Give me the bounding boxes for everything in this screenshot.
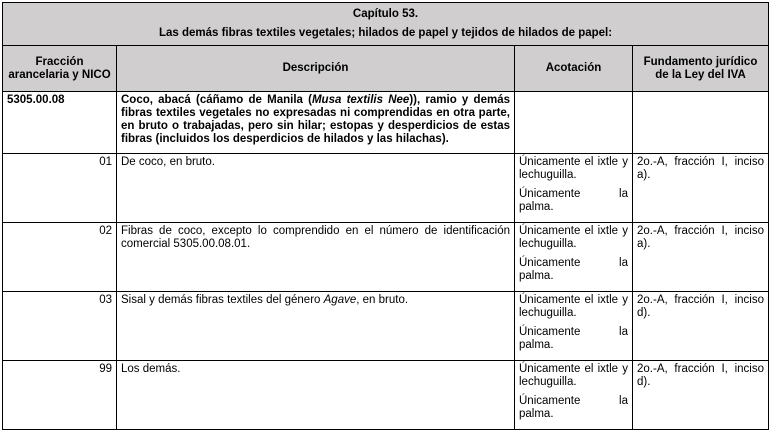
row-fundamento (633, 292, 769, 361)
row-acotacion (515, 361, 633, 430)
row-description-italic: Agave (323, 294, 357, 306)
row-fundamento (633, 154, 769, 223)
fundamento-text: 2o.-A, fracción I, inciso d). (637, 363, 764, 388)
heading-fundamento (633, 92, 769, 154)
chapter-subtitle: Las demás fibras textiles vegetales; hilados de papel y tejidos de hilados de papel: (158, 27, 613, 39)
acotacion-ixtle: Únicamente el ixtle y lechuguilla. (519, 294, 628, 319)
row-fundamento (633, 223, 769, 292)
acotacion-palma (519, 188, 628, 214)
acotacion-palma (519, 395, 628, 421)
acotacion-palma-line2: palma. (519, 270, 554, 282)
row-description-pre: Los demás. (121, 363, 181, 375)
row-description-pre: Fibras de coco, excepto lo comprendido en el número de identificación comercial 5305.00.08.01. (121, 225, 510, 250)
acotacion-ixtle: Únicamente el ixtle y lechuguilla. (519, 363, 628, 388)
table-row (3, 154, 769, 223)
acotacion-palma-line2: palma. (519, 201, 554, 213)
column-header-description: Descripción (117, 46, 515, 92)
column-header-row (3, 46, 769, 92)
fundamento-text: 2o.-A, fracción I, inciso d). (637, 294, 764, 319)
row-acotacion (515, 223, 633, 292)
heading-description-pre: Coco, abacá (cáñamo de Manila ( (121, 94, 312, 106)
row-description-post: , en bruto. (356, 294, 409, 306)
heading-acotacion (515, 92, 633, 154)
chapter-header-row (3, 3, 769, 46)
row-description-pre: Sisal y demás fibras textiles del género (121, 294, 324, 306)
acotacion-palma (519, 257, 628, 283)
heading-description-post: )), ramio y demás fibras textiles vegetales no expresadas ni comprendidas en otra parte, en bruto o trabajadas, pero sin hilar; estopas y desperdicios de estas fibras (incluidos los desperdicios de hilados y las hilachas). (121, 94, 510, 145)
row-fundamento (633, 361, 769, 430)
row-description (117, 292, 515, 361)
nico-code: 01 (3, 154, 117, 223)
table-row (3, 223, 769, 292)
chapter-title: Capítulo 53. (352, 8, 419, 20)
fundamento-text: 2o.-A, fracción I, inciso a). (637, 156, 764, 181)
table-row (3, 361, 769, 430)
fundamento-text: 2o.-A, fracción I, inciso a). (637, 225, 764, 250)
heading-code: 5305.00.08 (3, 92, 117, 154)
row-description (117, 154, 515, 223)
nico-code: 99 (3, 361, 117, 430)
nico-code: 03 (3, 292, 117, 361)
tariff-table (2, 2, 769, 430)
heading-description-italic: Musa textilis Nee (311, 94, 410, 106)
acotacion-palma-line1: Únicamente la (519, 188, 628, 200)
heading-row (3, 92, 769, 154)
acotacion-palma-line1: Únicamente la (519, 395, 628, 407)
row-description-pre: De coco, en bruto. (121, 156, 215, 168)
column-header-fundamento: Fundamento jurídico de la Ley del IVA (633, 46, 769, 92)
acotacion-ixtle: Únicamente el ixtle y lechuguilla. (519, 156, 628, 181)
acotacion-palma-line2: palma. (519, 408, 554, 420)
table-row (3, 292, 769, 361)
column-header-fraction: Fracción arancelaria y NICO (3, 46, 117, 92)
acotacion-palma-line1: Únicamente la (519, 326, 628, 338)
acotacion-ixtle: Únicamente el ixtle y lechuguilla. (519, 225, 628, 250)
column-header-acotacion: Acotación (515, 46, 633, 92)
row-description (117, 361, 515, 430)
acotacion-palma-line1: Únicamente la (519, 257, 628, 269)
chapter-header (3, 3, 769, 46)
row-acotacion (515, 154, 633, 223)
heading-description (117, 92, 515, 154)
acotacion-palma (519, 326, 628, 352)
row-description (117, 223, 515, 292)
nico-code: 02 (3, 223, 117, 292)
row-acotacion (515, 292, 633, 361)
acotacion-palma-line2: palma. (519, 339, 554, 351)
